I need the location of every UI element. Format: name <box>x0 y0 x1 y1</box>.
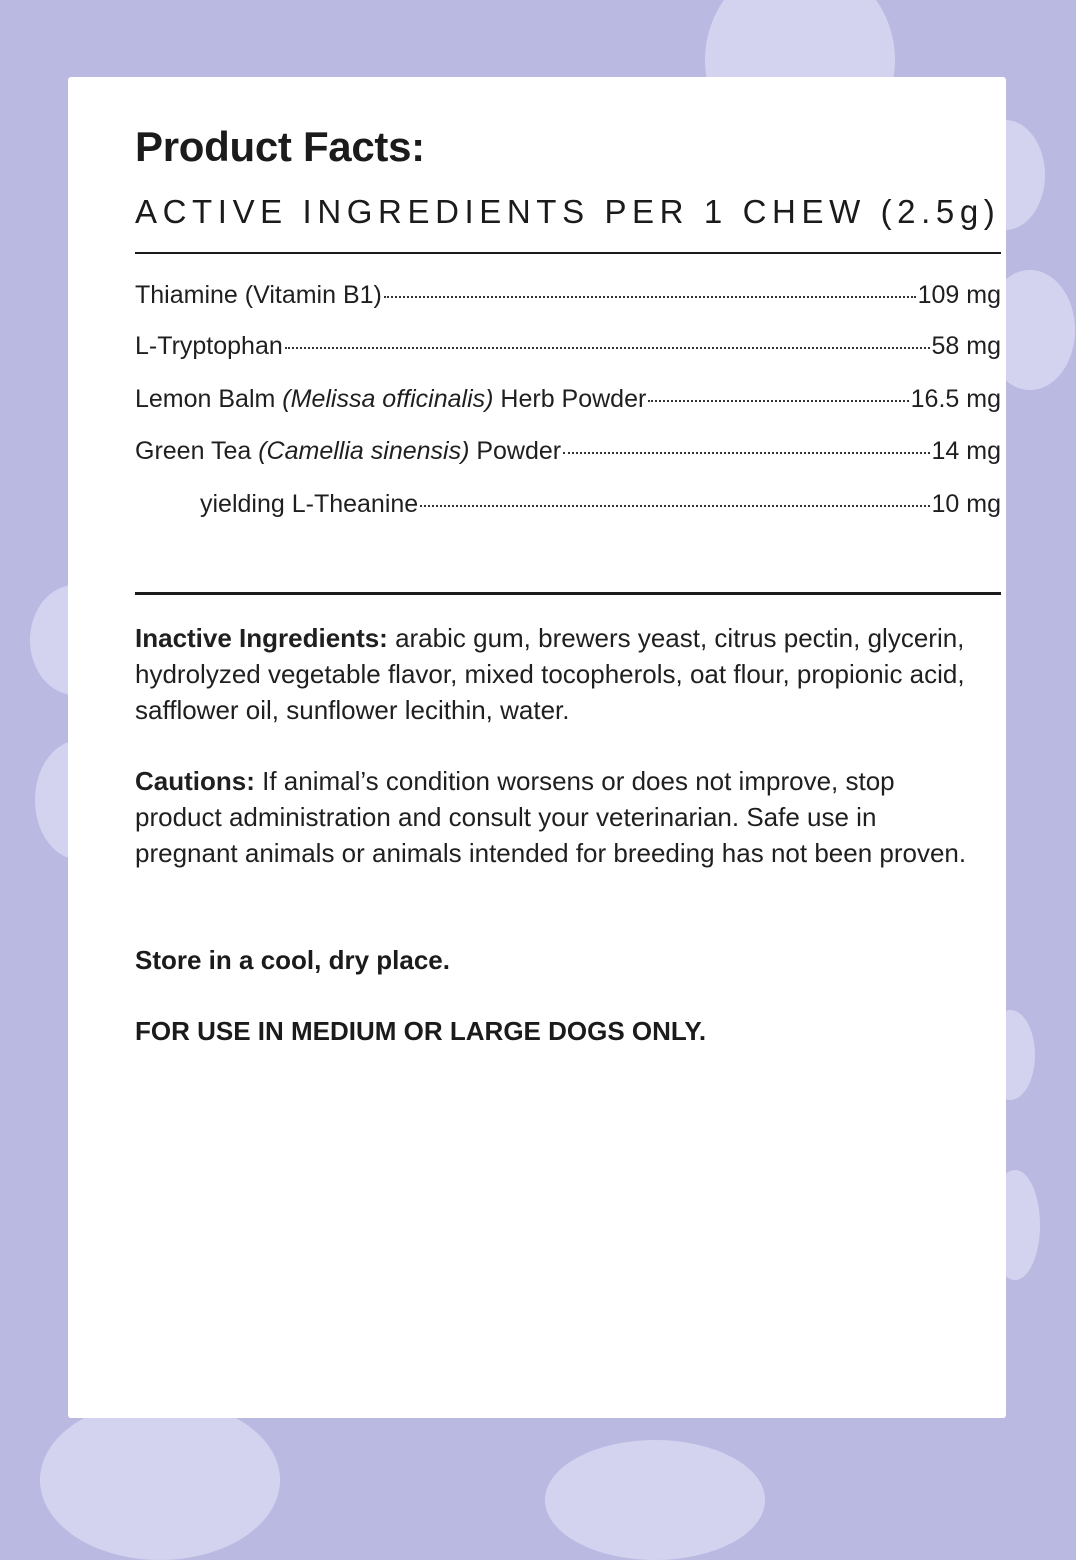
ingredient-row-thiamine <box>135 278 1001 312</box>
divider <box>135 592 1001 595</box>
inactive-ingredients <box>135 620 975 728</box>
ingredient-amount: 109 mg <box>917 281 1001 309</box>
divider <box>135 252 1001 254</box>
cautions <box>135 763 975 871</box>
ingredient-name: Lemon Balm (Melissa officinalis) Herb Powder <box>135 385 647 413</box>
usage-note: FOR USE IN MEDIUM OR LARGE DOGS ONLY. <box>135 1016 707 1046</box>
ingredient-amount: 16.5 mg <box>910 385 1001 413</box>
product-facts-panel <box>68 77 1006 1418</box>
dot-leader <box>648 400 908 402</box>
dot-leader <box>384 296 916 298</box>
ingredient-name: yielding L-Theanine <box>200 490 419 518</box>
ingredient-row-green-tea <box>135 434 1001 468</box>
dot-leader <box>420 505 929 507</box>
inactive-ingredients-label: Inactive Ingredients: <box>135 623 388 653</box>
cautions-label: Cautions: <box>135 766 255 796</box>
ingredient-row-lemon-balm <box>135 382 1001 416</box>
ingredient-amount: 14 mg <box>931 437 1001 465</box>
panel-title: Product Facts: <box>135 123 425 170</box>
dot-leader <box>285 347 930 349</box>
active-ingredients-heading: ACTIVE INGREDIENTS PER 1 CHEW (2.5g) <box>135 193 1001 230</box>
dot-leader <box>563 452 929 454</box>
ingredient-row-l-theanine <box>200 487 1001 521</box>
background-shape <box>545 1440 765 1560</box>
ingredient-name: L-Tryptophan <box>135 332 283 360</box>
background-shape <box>40 1400 280 1560</box>
ingredient-row-l-tryptophan <box>135 329 1001 363</box>
ingredient-name: Green Tea (Camellia sinensis) Powder <box>135 437 562 465</box>
storage-instruction: Store in a cool, dry place. <box>135 945 450 975</box>
inactive-ingredients-text: arabic gum, brewers yeast, citrus pectin, glycerin, hydrolyzed vegetable flavor, mixed tocopherols, oat flour, propionic acid, safflower oil, sunflower lecithin, water. <box>135 623 965 725</box>
ingredient-amount: 10 mg <box>931 490 1001 518</box>
ingredient-amount: 58 mg <box>931 332 1001 360</box>
ingredient-name: Thiamine (Vitamin B1) <box>135 281 382 309</box>
cautions-text: If animal’s condition worsens or does not improve, stop product administration and consult your veterinarian. Safe use in pregnant animals or animals intended for breeding has not been proven. <box>135 766 967 868</box>
